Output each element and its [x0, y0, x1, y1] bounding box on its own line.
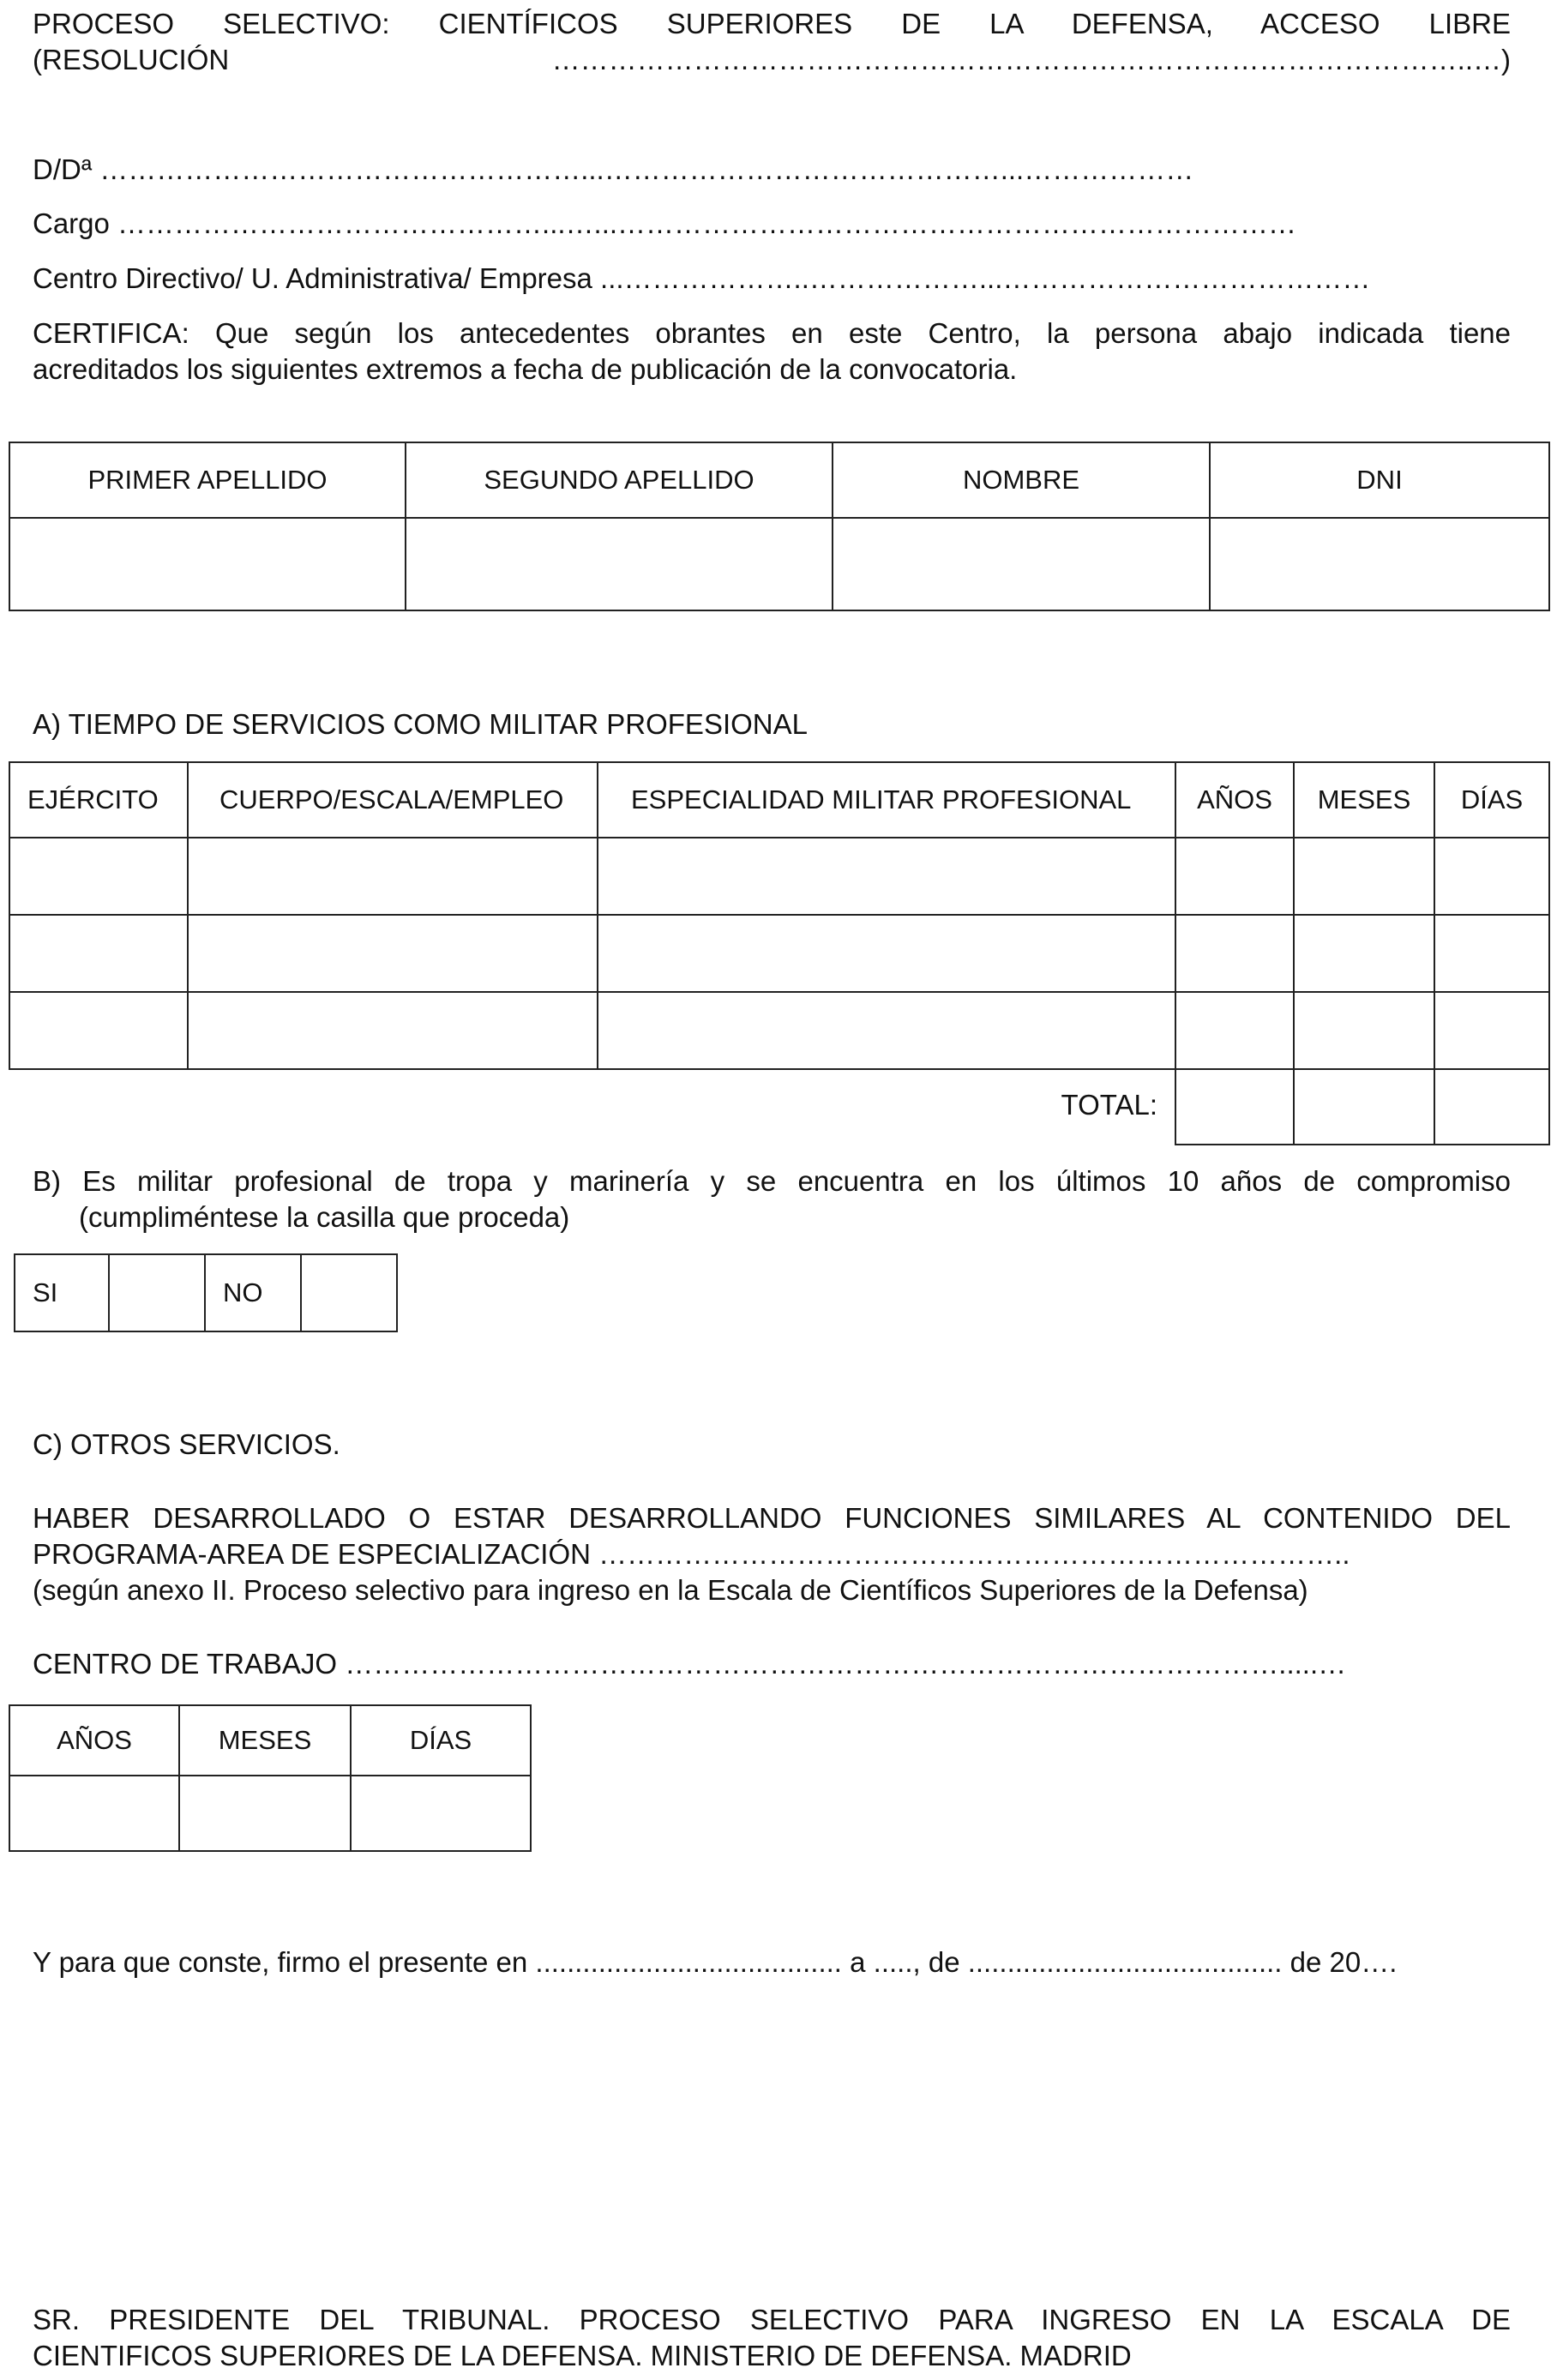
section-c-line-1: HABER DESARROLLADO O ESTAR DESARROLLANDO FUNCIONES SIMILARES AL CONTENIDO DEL [33, 1502, 1511, 1534]
header-dias: DÍAS [1434, 762, 1549, 838]
section-c-line-3: (según anexo II. Proceso selectivo para ingreso en la Escala de Científicos Superiores de la Defensa) [33, 1574, 1308, 1606]
ejercito-cell[interactable] [9, 838, 188, 915]
header-segundo-apellido: SEGUNDO APELLIDO [406, 442, 833, 518]
header-dni: DNI [1210, 442, 1549, 518]
centro-trabajo-field: CENTRO DE TRABAJO ……………………………………………………………………………………….....… [33, 1648, 1347, 1680]
anos-cell[interactable] [9, 1776, 179, 1851]
header-dias: DÍAS [351, 1705, 531, 1776]
table-row [9, 915, 1549, 992]
meses-cell[interactable] [179, 1776, 351, 1851]
si-checkbox[interactable] [109, 1254, 205, 1331]
footer-line-2: CIENTIFICOS SUPERIORES DE LA DEFENSA. MINISTERIO DE DEFENSA. MADRID [33, 2340, 1132, 2371]
section-b-line-2: (cumpliméntese la casilla que proceda) [79, 1201, 570, 1233]
primer-apellido-cell[interactable] [9, 518, 406, 610]
centro-field: Centro Directivo/ U. Administrativa/ Empresa ...………………..………………...………………………………… [33, 262, 1371, 294]
si-no-table [14, 1253, 398, 1332]
header-primer-apellido: PRIMER APELLIDO [9, 442, 406, 518]
cargo-field: Cargo ………………………………………...…...……………………………………………………………… [33, 207, 1297, 239]
cuerpo-cell[interactable] [188, 992, 598, 1069]
header-nombre: NOMBRE [833, 442, 1210, 518]
dias-cell[interactable] [1434, 838, 1549, 915]
anos-cell[interactable] [1175, 915, 1294, 992]
meses-cell[interactable] [1294, 915, 1434, 992]
header-especialidad: ESPECIALIDAD MILITAR PROFESIONAL [598, 762, 1175, 838]
cuerpo-cell[interactable] [188, 915, 598, 992]
total-label: TOTAL: [1061, 1089, 1157, 1121]
dias-cell[interactable] [1434, 915, 1549, 992]
header-line-1: PROCESO SELECTIVO: CIENTÍFICOS SUPERIORES DE LA DEFENSA, ACCESO LIBRE [33, 8, 1511, 39]
dias-cell[interactable] [351, 1776, 531, 1851]
certifica-line-2: acreditados los siguientes extremos a fecha de publicación de la convocatoria. [33, 353, 1018, 385]
header-meses: MESES [1294, 762, 1434, 838]
total-anos-cell[interactable] [1175, 1069, 1294, 1145]
header-meses: MESES [179, 1705, 351, 1776]
especialidad-cell[interactable] [598, 838, 1175, 915]
footer-line-1: SR. PRESIDENTE DEL TRIBUNAL. PROCESO SELECTIVO PARA INGRESO EN LA ESCALA DE [33, 2304, 1511, 2335]
anos-cell[interactable] [1175, 838, 1294, 915]
dias-cell[interactable] [1434, 992, 1549, 1069]
servicios-table [9, 761, 1550, 1070]
especialidad-cell[interactable] [598, 915, 1175, 992]
meses-cell[interactable] [1294, 838, 1434, 915]
anos-cell[interactable] [1175, 992, 1294, 1069]
ejercito-cell[interactable] [9, 992, 188, 1069]
section-a-title: A) TIEMPO DE SERVICIOS COMO MILITAR PROFESIONAL [33, 708, 808, 740]
header-cuerpo: CUERPO/ESCALA/EMPLEO [188, 762, 598, 838]
firma-line: Y para que conste, firmo el presente en ....................................... a ....., de ........................................ de 20…. [33, 1946, 1398, 1978]
dd-field: D/Dª ……………………………………………...……………………………………...……………… [33, 153, 1194, 185]
nombre-cell[interactable] [833, 518, 1210, 610]
header-line-2: (RESOLUCIÓN ……………………………………………………………………………………..…) [33, 44, 1511, 75]
certifica-line-1: CERTIFICA: Que según los antecedentes obrantes en este Centro, la persona abajo indicada tiene [33, 317, 1511, 349]
si-label: SI [15, 1254, 109, 1331]
table-row [9, 992, 1549, 1069]
header-anos: AÑOS [9, 1705, 179, 1776]
no-label: NO [205, 1254, 301, 1331]
cuerpo-cell[interactable] [188, 838, 598, 915]
total-meses-cell[interactable] [1294, 1069, 1434, 1145]
no-checkbox[interactable] [301, 1254, 397, 1331]
segundo-apellido-cell[interactable] [406, 518, 833, 610]
section-c-line-2: PROGRAMA-AREA DE ESPECIALIZACIÓN …………………………………………………………………….. [33, 1538, 1350, 1570]
ejercito-cell[interactable] [9, 915, 188, 992]
persona-table [9, 442, 1550, 611]
especialidad-cell[interactable] [598, 992, 1175, 1069]
section-c-title: C) OTROS SERVICIOS. [33, 1428, 340, 1460]
otros-servicios-table [9, 1704, 532, 1852]
meses-cell[interactable] [1294, 992, 1434, 1069]
total-dias-cell[interactable] [1434, 1069, 1549, 1145]
header-anos: AÑOS [1175, 762, 1294, 838]
section-b-line-1: B) Es militar profesional de tropa y marinería y se encuentra en los últimos 10 años de compromiso [33, 1165, 1511, 1197]
total-table [1175, 1068, 1550, 1145]
header-ejercito: EJÉRCITO [9, 762, 188, 838]
table-row [9, 838, 1549, 915]
dni-cell[interactable] [1210, 518, 1549, 610]
